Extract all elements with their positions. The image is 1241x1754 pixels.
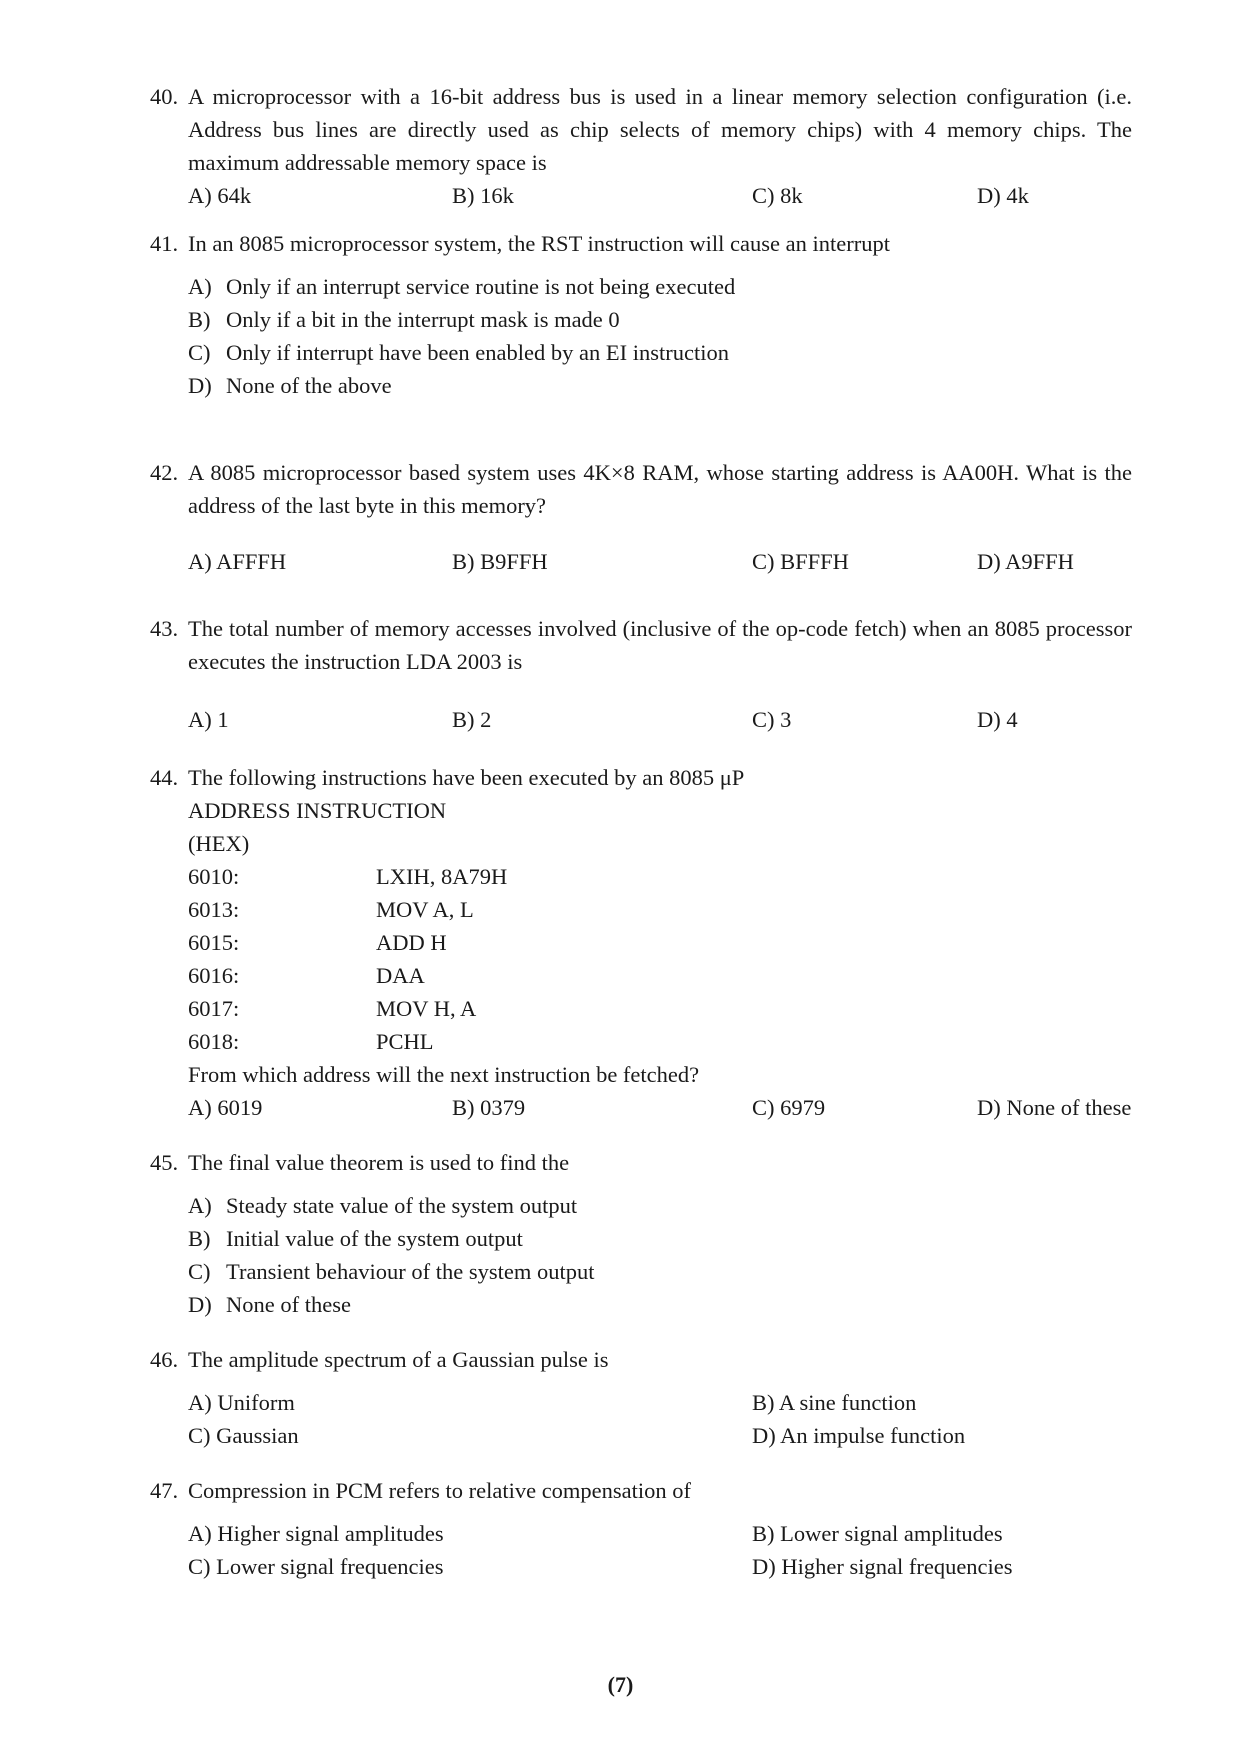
question-stem: A 8085 microprocessor based system uses 4K×8 RAM, whose starting address is AA00H. What is the address of the last byte in this memory? [188, 460, 1132, 518]
question-number: 41. [150, 231, 179, 256]
option-c: C) Lower signal frequencies [188, 1554, 444, 1579]
option-c: C) 8k [752, 183, 803, 208]
question-number: 43. [150, 616, 179, 641]
question-stem: Compression in PCM refers to relative compensation of [188, 1478, 692, 1503]
option-b: B) 16k [452, 183, 514, 208]
option-d: D) A9FFH [977, 549, 1074, 574]
question-stem: A microprocessor with a 16-bit address bus is used in a linear memory selection configuration (i.e. Address bus lines are directly used as chip selects of memory chips) with 4 memory chips. The maximum addressable memory space is [188, 84, 1132, 175]
option-a: A) 64k [188, 183, 252, 208]
option-d: D) Higher signal frequencies [752, 1554, 1013, 1579]
option-row [188, 179, 1132, 212]
option-c: C) 6979 [752, 1095, 826, 1120]
question-number: 46. [150, 1347, 179, 1372]
option-row [188, 545, 1132, 578]
option-c: C) Transient behaviour of the system output [188, 1259, 595, 1284]
code-line: 6010: LXIH, 8A79H [188, 864, 508, 889]
option-b: B) 2 [452, 707, 492, 732]
question-number: 42. [150, 460, 179, 485]
question-47 [150, 1474, 1132, 1583]
question-45 [150, 1146, 1132, 1321]
question-42 [150, 456, 1132, 578]
code-line: 6013: MOV A, L [188, 897, 474, 922]
option-a: A) AFFFH [188, 549, 287, 574]
option-row [188, 1091, 1132, 1124]
option-b: B) A sine function [752, 1390, 917, 1415]
option-row [188, 1386, 1132, 1419]
option-d: D) None of the above [188, 373, 392, 398]
code-line: 6017: MOV H, A [188, 996, 477, 1021]
option-a: A) Uniform [188, 1390, 295, 1415]
question-41 [150, 227, 1132, 402]
option-c: C) Only if interrupt have been enabled by an EI instruction [188, 340, 729, 365]
option-c: C) Gaussian [188, 1423, 299, 1448]
option-d: D) None of these [188, 1292, 351, 1317]
option-a: A) Steady state value of the system output [188, 1193, 578, 1218]
option-b: B) B9FFH [452, 549, 548, 574]
question-number: 45. [150, 1150, 179, 1175]
option-d: D) 4k [977, 183, 1029, 208]
question-number: 44. [150, 765, 179, 790]
option-d: D) An impulse function [752, 1423, 966, 1448]
code-header: ADDRESS INSTRUCTION [188, 798, 447, 823]
code-line: 6016: DAA [188, 963, 425, 988]
option-row [188, 703, 1132, 736]
page-number: (7) [607, 1672, 634, 1697]
option-row [188, 1517, 1132, 1550]
question-44 [150, 761, 1132, 1124]
question-stem: In an 8085 microprocessor system, the RST instruction will cause an interrupt [188, 231, 890, 256]
option-d: D) 4 [977, 707, 1018, 732]
option-a: A) Higher signal amplitudes [188, 1521, 444, 1546]
question-40 [150, 80, 1132, 212]
question-stem: The amplitude spectrum of a Gaussian pulse is [188, 1347, 609, 1372]
option-c: C) 3 [752, 707, 792, 732]
option-b: B) Lower signal amplitudes [752, 1521, 1003, 1546]
option-c: C) BFFFH [752, 549, 849, 574]
option-a: A) 1 [188, 707, 229, 732]
option-row [188, 1550, 1132, 1583]
question-number: 40. [150, 84, 179, 109]
question-prompt: From which address will the next instruction be fetched? [188, 1062, 700, 1087]
question-46 [150, 1343, 1132, 1452]
question-number: 47. [150, 1478, 179, 1503]
option-b: B) 0379 [452, 1095, 526, 1120]
question-stem: The total number of memory accesses involved (inclusive of the op-code fetch) when an 8085 processor executes the instruction LDA 2003 is [188, 616, 1132, 674]
option-d: D) None of these [977, 1095, 1132, 1120]
option-b: B) Only if a bit in the interrupt mask is made 0 [188, 307, 620, 332]
option-a: A) 6019 [188, 1095, 263, 1120]
code-header-hex: (HEX) [188, 831, 250, 856]
option-row [188, 1419, 1132, 1452]
option-a: A) Only if an interrupt service routine is not being executed [188, 274, 736, 299]
question-stem: The final value theorem is used to find the [188, 1150, 570, 1175]
code-line: 6018: PCHL [188, 1029, 434, 1054]
question-stem: The following instructions have been executed by an 8085 μP [188, 765, 745, 790]
code-line: 6015: ADD H [188, 930, 447, 955]
option-b: B) Initial value of the system output [188, 1226, 523, 1251]
question-43 [150, 612, 1132, 736]
